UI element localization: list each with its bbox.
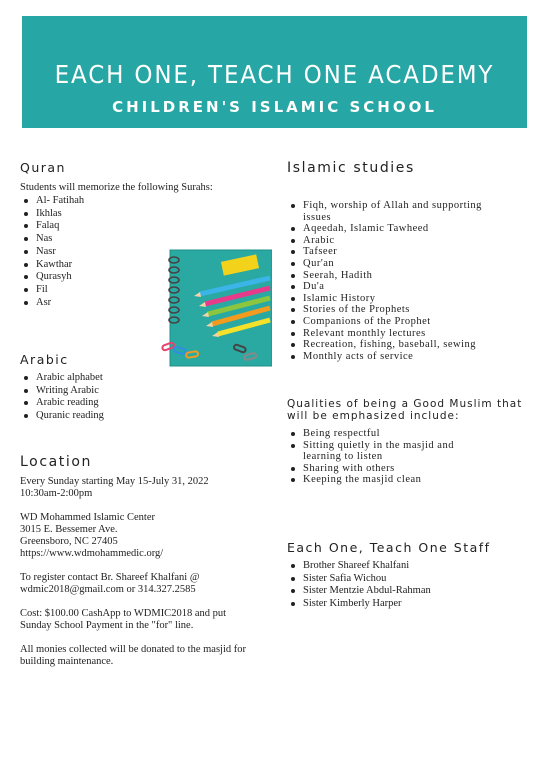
quran-heading: Quran [20, 160, 66, 175]
arabic-heading: Arabic [20, 352, 69, 367]
list-item: Nasr [20, 246, 84, 259]
list-item: Quranic reading [20, 410, 104, 423]
islamic-studies-heading: Islamic studies [287, 160, 415, 176]
schedule-line: Every Sunday starting May 15-July 31, 2022 [20, 476, 209, 487]
list-item: Being respectful [287, 428, 454, 440]
list-item: Sister Kimberly Harper [287, 598, 431, 611]
center-name: WD Mohammed Islamic Center [20, 512, 156, 523]
banner-subtitle: CHILDREN'S ISLAMIC SCHOOL [112, 98, 437, 116]
staff-list [287, 560, 431, 611]
list-item: Arabic [287, 235, 482, 247]
list-item [287, 200, 482, 223]
list-item-text: Fiqh, worship of Allah and supporting [303, 200, 482, 211]
list-item: Monthly acts of service [287, 351, 482, 363]
list-item [287, 440, 454, 463]
list-item: Stories of the Prophets [287, 304, 482, 316]
qualities-heading-line: will be emphasized include: [287, 410, 460, 422]
quran-intro: Students will memorize the following Surahs: [20, 182, 213, 193]
list-item: Du'a [287, 281, 482, 293]
qualities-heading-line: Qualities of being a Good Muslim that [287, 398, 523, 410]
list-item: Asr [20, 297, 84, 310]
list-item: Recreation, fishing, baseball, sewing [287, 339, 482, 351]
list-item: Aqeedah, Islamic Tawheed [287, 223, 482, 235]
qualities-list [287, 428, 454, 486]
banner-title: EACH ONE, TEACH ONE ACADEMY [54, 60, 495, 89]
islamic-studies-list [287, 200, 482, 362]
list-item: Tafseer [287, 246, 482, 258]
donation-text: All monies collected will be donated to the masjid for [20, 644, 246, 655]
list-item: Falaq [20, 220, 84, 233]
list-item: Qurasyh [20, 271, 84, 284]
schedule-time: 10:30am-2:00pm [20, 488, 93, 499]
list-item: Kawthar [20, 259, 84, 272]
donation-text-cont: building maintenance. [20, 656, 114, 667]
register-contact: wdmic2018@gmail.com or 314.327.2585 [20, 584, 196, 595]
location-heading: Location [20, 454, 93, 470]
website-link[interactable]: https://www.wdmohammedic.org/ [20, 548, 164, 559]
list-item: Arabic alphabet [20, 372, 104, 385]
list-item: Sister Mentzie Abdul-Rahman [287, 585, 431, 598]
cost-text-cont: Sunday School Payment in the "for" line. [20, 620, 194, 631]
list-item-text: Sitting quietly in the masjid and [303, 439, 454, 451]
list-item: Arabic reading [20, 397, 104, 410]
list-item: Relevant monthly lectures [287, 328, 482, 340]
address-city: Greensboro, NC 27405 [20, 536, 118, 547]
list-item: Nas [20, 233, 84, 246]
qualities-heading [287, 398, 522, 422]
list-item: Writing Arabic [20, 385, 104, 398]
list-item: Companions of the Prophet [287, 316, 482, 328]
list-item: Al- Fatihah [20, 195, 84, 208]
list-item: Keeping the masjid clean [287, 474, 454, 486]
cost-text: Cost: $100.00 CashApp to WDMIC2018 and put [20, 608, 227, 619]
notebook-pencils-illustration [160, 248, 272, 368]
header-banner [22, 16, 527, 128]
location-details [20, 476, 246, 668]
list-item-text-cont: issues [303, 211, 332, 223]
address-street: 3015 E. Bessemer Ave. [20, 524, 118, 535]
list-item: Brother Shareef Khalfani [287, 560, 431, 573]
list-item: Qur'an [287, 258, 482, 270]
quran-list [20, 195, 84, 309]
list-item: Sharing with others [287, 463, 454, 475]
list-item: Fil [20, 284, 84, 297]
list-item: Seerah, Hadith [287, 270, 482, 282]
staff-heading: Each One, Teach One Staff [287, 540, 491, 555]
arabic-list [20, 372, 104, 423]
list-item: Islamic History [287, 293, 482, 305]
list-item: Sister Safia Wichou [287, 573, 431, 586]
list-item: Ikhlas [20, 208, 84, 221]
register-text: To register contact Br. Shareef Khalfani @ [20, 572, 200, 583]
list-item-text-cont: learning to listen [303, 451, 383, 463]
